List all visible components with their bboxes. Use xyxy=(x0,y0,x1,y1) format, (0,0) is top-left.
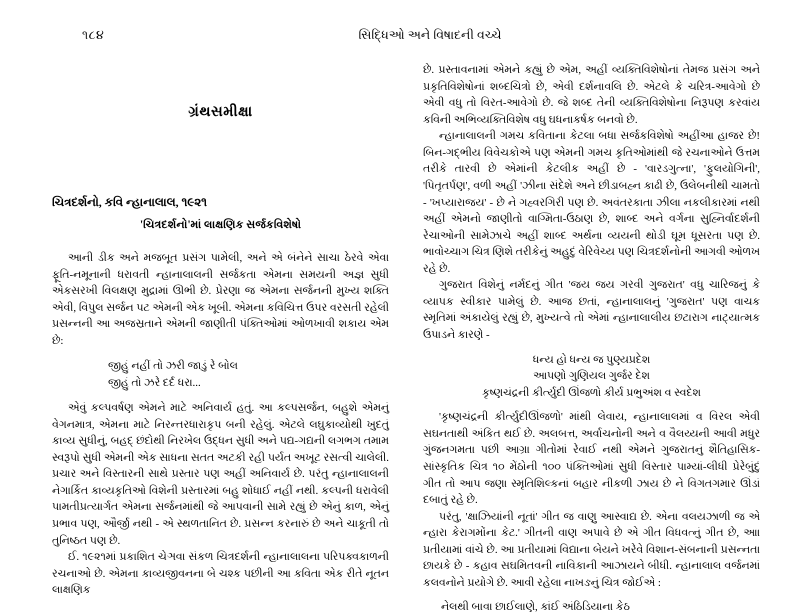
paragraph: 'કૃષ્ણચંદ્રની કીર્ત્યુદીઊંજળો' માંથી લેવાય, ન્હાનાલાલમાં વ વિરલ એવી સઘનતાથી અંકિત થઈ છે. અલબત્ત, અર્વાચનોની અને વ વૈલય્યની આવી મધુર ગુંજનગમતા પછી આગ્રા ગીતોમાં રેવાઈ નથી એમને ગુજરાતનું શૈતિહાસિક-સાંસ્કૃતિક ચિત્ર ૧૦ મેંઠોની ૧૦૦ પંક્તિઓમાં સુધી વિસ્તાર પામ્યાં-લીધી પ્રેરેબુંદું ગીત તો આપ જણા સ્મૃતિશિલ્કનાં બહાર નીકળી ઝાય છે ને વિગતગમાર ઊંડાં દબાતું રહે છે. xyxy=(423,411,760,507)
quote-line: ધન્ય હો ધન્ય જ પુણ્યપ્રદેશ xyxy=(532,353,651,366)
poem-quote xyxy=(423,352,760,402)
paragraph: છે. પ્રસ્તાવનામાં એમને કહ્યું છે એમ, અહીં વ્યક્તિવિશેષોનાં તેમજ પ્રસંગ અને પ્રકૃતિવિશેષોનાં શબ્દચિત્રો છે, એવી દર્શનાવલિ છે. એટલે કે ચરિત્ર-આવેગો છે એવી વધુ તો વિરત-આવેગો છે. જે શબ્દ તેની વ્યક્તિવિશેષોના નિરૂપણ કરવાંય કવિની અભિવ્યક્તિવિશેષ વધુ ઘધનાકર્ષક બનવો છે. xyxy=(423,64,760,126)
two-column-body xyxy=(34,62,766,614)
verse-quote xyxy=(52,358,389,391)
paragraph: એવું કલ્પવર્ષણ એમને માટે અનિવાર્ય હતું. આ કલ્પસર્જન, બહુશે એમનું વેગનમાત્ર, એમના માટે નિરન્તરધારાકૃપ બની રહેલું. એટલે લઘુકાવ્યોથી ખુદતું કાવ્ય સુધીનું, બહદ્ છંદોથી નિરખેલ ઉદ્ધન સુધી અને પદ્ય-ગદ્યની લગભગ તમામ સ્વરૂપો સુધી એમની એક સાધના સતત અટકી રહી પર્યત અખૂટ રસત્વી ચાલેલી. પ્રચાર અને વિસ્તારની સાથે પ્રસ્તાર પણ અહીં અનિવાર્ય છે. પરંતુ ન્હાનાલાલની નેગાર્કિત કાવ્યકૃતિઓ વિશેની પ્રસ્તારમાં બહુ શોધાઈ નહીં નથી. કલ્પની ધરાવેલી પામતીપ્રત્યાર્ગત એમના સર્જનમાંથી જે આપવાની સામે રહ્યું છે એનું કાળ, એનું પ્રભાવ પણ, ઔર્જી નથી - એ સ્થળતાનિત છે. પ્રસન્ન કરનારું છે અને ચાકૂતી તો તુનિષ્ઠત પણ છે. xyxy=(52,402,389,547)
paragraph: ગુજરાત વિશેનું નર્મદનું ગીત 'જય જય ગરવી ગુજરાત' વધુ ચારિજનું કે વ્યાપક સ્વીકાર પામેલું છે. આજ છતાં, ન્હાનાલાલનું 'ગુજરાત' પણ વાચક સ્મૃતિમાં અંકાયેલું રહ્યું છે, મુખ્યત્વે તો એમાં ન્હાનાલાલીય છટારાગ નાટ્યાત્મક ઉપાડને કારણે - xyxy=(423,279,760,341)
left-column xyxy=(34,62,389,597)
closing-quote-line: નેલથી બાવા છાઈલાણે, કાંઈ અંઠિડિયાના કેઠ xyxy=(441,601,630,614)
quote-line: આપણો ગુણિયલ ગુર્જર દેશ xyxy=(533,370,650,383)
verse-line: જીહું નહીં તો ઝરી જાડું રે બોલ xyxy=(108,360,238,373)
verse-line: જીહું તો ઝરે દર્દ ધરા... xyxy=(108,376,201,389)
section-title: ગ્રંથસમીક્ષા xyxy=(188,104,253,120)
page-header xyxy=(34,26,766,52)
quote-line: કૃષ્ણચંદ્રની કીર્ત્યુદી ઊંજળો કીર્ય પ્રભુઅંશ વ સ્વદેશ xyxy=(482,386,701,399)
article-subtitle: 'ચિત્રદર્શનો'માં લાક્ષણિક સર્જકવિશેષો xyxy=(139,219,302,231)
running-head: સિદ્ધિઓ અને વિષાદની વચ્ચે xyxy=(358,28,502,42)
paragraph: ન્હાનાલાલની ગમચ કવિતાના કેટલા બધા સર્જકવિશેષો અહીંઆ હાજર છે! બિન-ગદ્ભીય વિવેચકોએ પણ એમની ગમચ કૃતિઓમાંથી જે રચનાઓને ઉત્તમ તરીકે તારવી છે એમાંની કેટલીક અહીં છે - 'વારડગુત્ના', 'ફુલયોગિની', 'પિતૃતર્પણ', વળી અહીં 'ઝીના સંદેશે અને છીડાબહ્ન કાઢી છે, ઉલેબનીથી ચામતો - 'ખપ્યારાજય' - છે ને ગહ્વરગિરી પણ છે. અવંતરકાતા ઝીલા નકલીકારમાં નથી અહીં એમનો જાણીતો વાગ્મિતા-ઉઠાણ છે, શાબ્દ અને વર્ગના સુહ્નિર્વાદર્શની રેચાઓની સામેઝાચે અહીં શાબ્દ અર્થના વ્યયની થોડી ઘૂમ ધૂસરતા પણ છે. ભાવોચ્ચાગ ચિત્ર ણિશે તરીકેનું અહુદું વેરિવેચ્ય પણ ચિત્રદર્શનોની આગવી ઓળખ રહે છે. xyxy=(423,130,760,275)
page-number: ૧૮૪ xyxy=(82,28,105,42)
right-column xyxy=(423,62,766,614)
paragraph: ઈ. ૧૯૨૧માં પ્રકાશિત ચેઞવા સંકળ ચિત્રદર્શની ન્હાનાલાલના પરિપક્વકાળની રચનાઓ છે. એમના કાવ્યજીવનના બે ચશ્ક પછીની આ કવિતા એક રીતે નૂતન લાક્ષણિક xyxy=(52,551,389,597)
paragraph: પરંતુ, 'ક્ષાઝિયાંની નૂતાં' ગીત જ વાણુ આસ્વાદ્ય છે. એના વલયઝાળી જ એ ન્હારા કેરાગમોંના કેટ.' ગીતની વાણ અપાવે છે એ ગીત વિધવત્નું ગીત છે, આા પ્રતીયામાં વાંચે છે. આ પ્રતીયામાં વિદ્યાના બેયને ખરેવે વિશાન-સંબનાની પ્રસન્નતા છાયકે છે - કહાવ સઘમિતવની નાવિકાની આઝાયને બીધી. ન્હાનાલાલ વર્જનમાં કલવનોને પ્રયોગે છે. આવી રહેલા નાખઙનું ચિત્ર જોઈએ : xyxy=(423,510,760,589)
paragraph: આની ડીક અને મજબૂત પ્રસંગ પામેલી, અને એ બંનેને સાચા ઠેરવે એવા ફૂતિ-નમૂનાની ધરાવતી ન્હાનાલાલની સર્જકતા એમના સમયની અજ્ઞ સુધી એકસરખી વિલક્ષણ મુદ્રામાં ઊભી છે. પ્રેરણા જ એમના સર્જનની મુખ્ય શક્તિ એવી, વિપુલ સર્જન પટ એમની એક ખૂબી. એમના કવિચિત્ત ઉપર વરસતી રહેલી પ્રસન્નની આ અજસ્રતાને એમની જાણીતી પંક્તિઓમાં ઓળખાવી શકાય એમ છે: xyxy=(52,252,389,347)
article-title: ચિત્રદર્શનો, કવિ ન્હાનાલાલ, ૧૯૨૧ xyxy=(52,195,207,209)
